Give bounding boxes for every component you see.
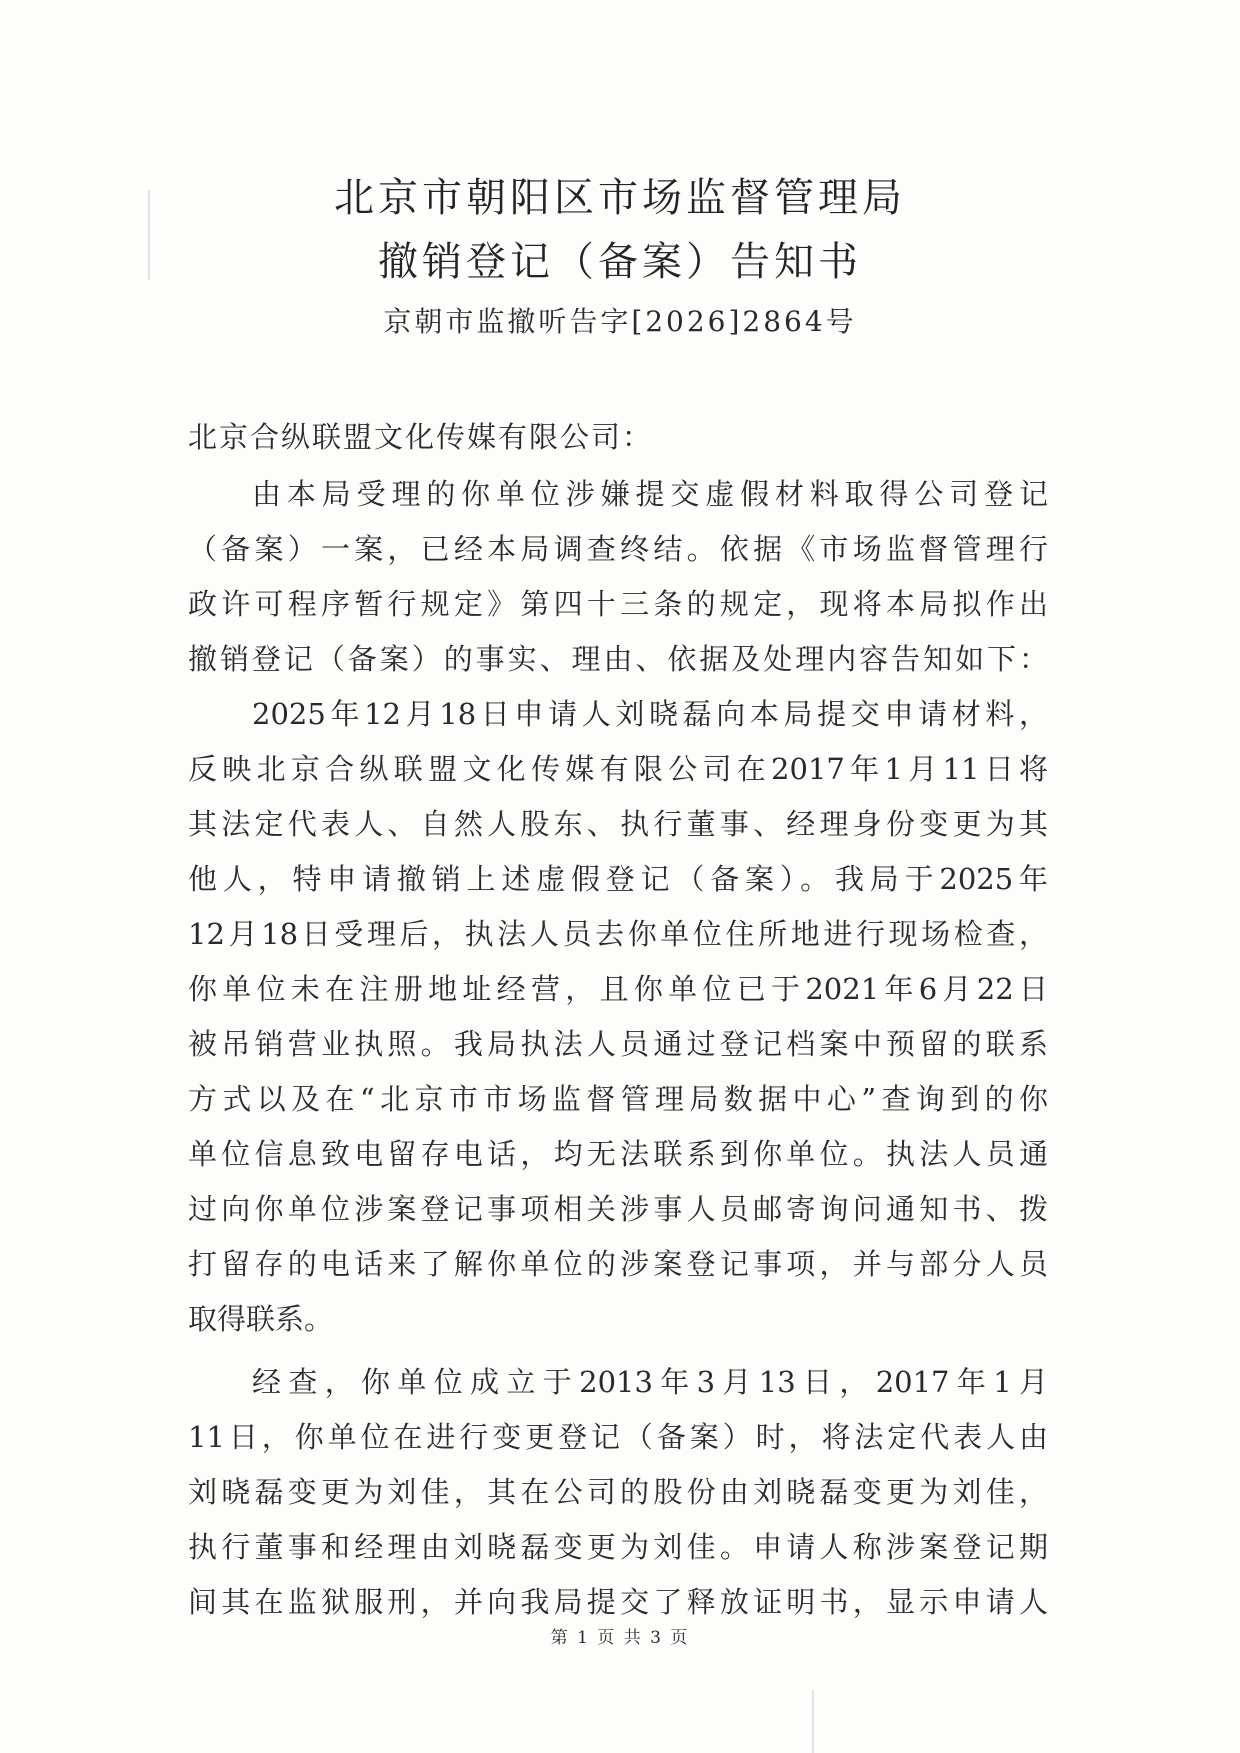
body-line: 过向你单位涉案登记事项相关涉事人员邮寄询问通知书、拨 bbox=[188, 1192, 1048, 1226]
body-line: 执行董事和经理由刘晓磊变更为刘佳。申请人称涉案登记期 bbox=[188, 1530, 1048, 1564]
body-line: 取得联系。 bbox=[188, 1302, 334, 1336]
document-title-line2: 撤销登记（备案）告知书 bbox=[378, 239, 862, 285]
body-line: 方式以及在“北京市市场监督管理局数据中心”查询到的你 bbox=[188, 1082, 1048, 1116]
body-line: 你单位未在注册地址经营，且你单位已于2021年6月22日 bbox=[188, 972, 1048, 1006]
body-line: 12月18日受理后，执法人员去你单位住所地进行现场检查， bbox=[188, 917, 1048, 951]
body-line: 打留存的电话来了解你单位的涉案登记事项，并与部分人员 bbox=[188, 1247, 1048, 1281]
body-line: 经查，你单位成立于2013年3月13日，2017年1月 bbox=[252, 1365, 1048, 1399]
scan-artifact-line bbox=[812, 1690, 814, 1753]
body-line: 单位信息致电留存电话，均无法联系到你单位。执法人员通 bbox=[188, 1137, 1048, 1171]
body-line: 其法定代表人、自然人股东、执行董事、经理身份变更为其 bbox=[188, 807, 1048, 841]
body-line: （备案）一案，已经本局调查终结。依据《市场监督管理行 bbox=[188, 532, 1048, 566]
body-line: 刘晓磊变更为刘佳，其在公司的股份由刘晓磊变更为刘佳， bbox=[188, 1475, 1048, 1509]
page-number-footer: 第 1 页 共 3 页 bbox=[550, 1628, 690, 1648]
document-number: 京朝市监撤听告字[2026]2864号 bbox=[383, 305, 857, 338]
recipient-name: 北京合纵联盟文化传媒有限公司： bbox=[188, 420, 654, 454]
body-line: 政许可程序暂行规定》第四十三条的规定，现将本局拟作出 bbox=[188, 587, 1048, 621]
notice-body bbox=[188, 467, 1048, 1630]
body-line: 被吊销营业执照。我局执法人员通过登记档案中预留的联系 bbox=[188, 1027, 1048, 1061]
body-line: 反映北京合纵联盟文化传媒有限公司在2017年1月11日将 bbox=[188, 752, 1048, 786]
body-line: 2025年12月18日申请人刘晓磊向本局提交申请材料， bbox=[252, 697, 1048, 731]
body-line: 间其在监狱服刑，并向我局提交了释放证明书，显示申请人 bbox=[188, 1585, 1048, 1619]
body-line: 由本局受理的你单位涉嫌提交虚假材料取得公司登记 bbox=[252, 477, 1048, 511]
document-title-line1: 北京市朝阳区市场监督管理局 bbox=[334, 175, 906, 221]
body-line: 11日，你单位在进行变更登记（备案）时，将法定代表人由 bbox=[188, 1420, 1048, 1454]
body-line: 撤销登记（备案）的事实、理由、依据及处理内容告知如下： bbox=[188, 642, 1048, 676]
body-line: 他人，特申请撤销上述虚假登记（备案）。我局于2025年 bbox=[188, 862, 1048, 896]
